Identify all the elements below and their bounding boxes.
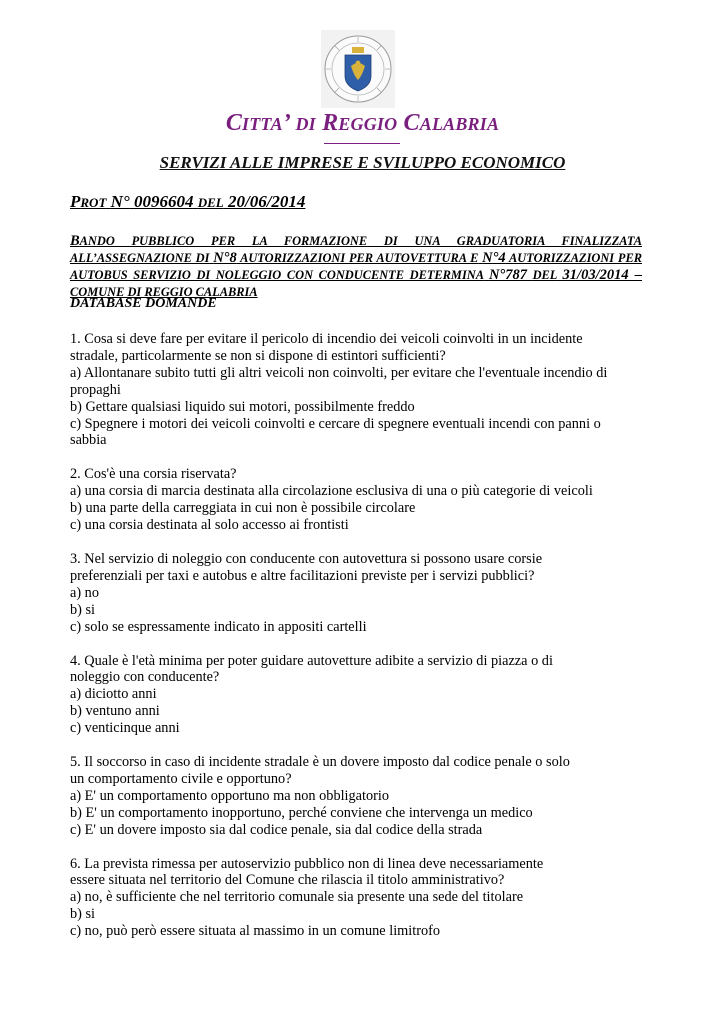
answer-option: a) E' un comportamento opportuno ma non obbligatorio — [70, 787, 390, 804]
section-title: DATABASE DOMANDE — [70, 296, 217, 311]
answer-option: c) venticinque anni — [70, 720, 180, 737]
question-block — [70, 466, 660, 534]
answer-option: c) no, può però essere situata al massimo in un comune limitrofo — [70, 923, 441, 940]
question-text: 1. Cosa si deve fare per evitare il pericolo di incendio dei veicoli coinvolti in un incidente — [70, 331, 583, 347]
answer-option: b) E' un comportamento inopportuno, perché conviene che intervenga un medico — [70, 804, 533, 821]
protocol-line: PROT N° 0096604 DEL 20/06/2014 — [70, 192, 306, 211]
answer-option: b) Gettare qualsiasi liquido sui motori, possibilmente freddo — [70, 398, 415, 415]
question-text: 4. Quale è l'età minima per poter guidare autovetture adibite a servizio di piazza o di — [70, 652, 553, 669]
answer-option: b) ventuno anni — [70, 703, 160, 720]
question-text: stradale, particolarmente se non si dispone di estintori sufficienti? — [70, 347, 446, 364]
question-block — [70, 653, 660, 738]
answer-option: b) si — [70, 601, 96, 618]
city-seal-icon — [321, 30, 395, 108]
question-text: 6. La prevista rimessa per autoservizio pubblico non di linea deve necessariamente — [70, 855, 544, 872]
answer-option: a) no — [70, 584, 99, 601]
answer-option: a) Allontanare subito tutti gli altri veicoli non coinvolti, per evitare che l'eventuale incendio di — [70, 364, 608, 381]
city-title: CITTA’ DI REGGIO CALABRIA — [225, 110, 500, 136]
answer-option: b) una parte della carreggiata in cui non è possibile circolare — [70, 500, 416, 517]
answer-option: c) solo se espressamente indicato in appositi cartelli — [70, 618, 367, 635]
question-text: 2. Cos'è una corsia riservata? — [70, 466, 237, 483]
question-block — [70, 331, 660, 449]
question-text: essere situata nel territorio del Comune che rilascia il titolo amministrativo? — [70, 872, 505, 889]
answer-option: b) si — [70, 906, 96, 923]
question-text: un comportamento civile e opportuno? — [70, 770, 292, 787]
bando-heading: BANDO PUBBLICO PER LA FORMAZIONE DI UNA GRADUATORIA FINALIZZATA ALL’ASSEGNAZIONE DI N°8 AUTORIZZAZIONI PER AUTOVETTURA E N°4 AUTORIZZAZIONI PER AUTOBUS SERVIZIO DI NOLEGGIO CON CONDUCENTE DETERMINA N°787 DEL 31/03/2014 – COMUNE DI REGGIO CALABRIA — [70, 233, 642, 299]
question-text: 3. Nel servizio di noleggio con conducente con autovettura si possono usare corsie — [70, 550, 543, 567]
answer-option: c) una corsia destinata al solo accesso ai frontisti — [70, 517, 349, 534]
answer-option: c) E' un dovere imposto sia dal codice penale, sia dal codice della strada — [70, 821, 483, 838]
answer-option: sabbia — [70, 432, 107, 449]
question-block — [70, 856, 660, 941]
answer-option: a) diciotto anni — [70, 686, 157, 703]
question-text: preferenziali per taxi e autobus e altre facilitazioni previste per i servizi pubblici? — [70, 567, 535, 584]
department-heading: SERVIZI ALLE IMPRESE E SVILUPPO ECONOMICO — [159, 153, 566, 172]
answer-option: c) Spegnere i motori dei veicoli coinvolti e cercare di spegnere eventuali incendi con panni o — [70, 415, 601, 432]
question-text: 5. Il soccorso in caso di incidente stradale è un dovere imposto dal codice penale o solo — [70, 754, 570, 771]
question-block — [70, 551, 660, 636]
title-divider — [324, 143, 400, 144]
answer-option: a) no, è sufficiente che nel territorio comunale sia presente una sede del titolare — [70, 889, 524, 906]
answer-option: propaghi — [70, 381, 121, 398]
question-block — [70, 754, 660, 839]
question-text: noleggio con conducente? — [70, 669, 220, 686]
question-list — [70, 331, 660, 957]
answer-option: a) una corsia di marcia destinata alla circolazione esclusiva di una o più categorie di veicoli — [70, 483, 593, 500]
